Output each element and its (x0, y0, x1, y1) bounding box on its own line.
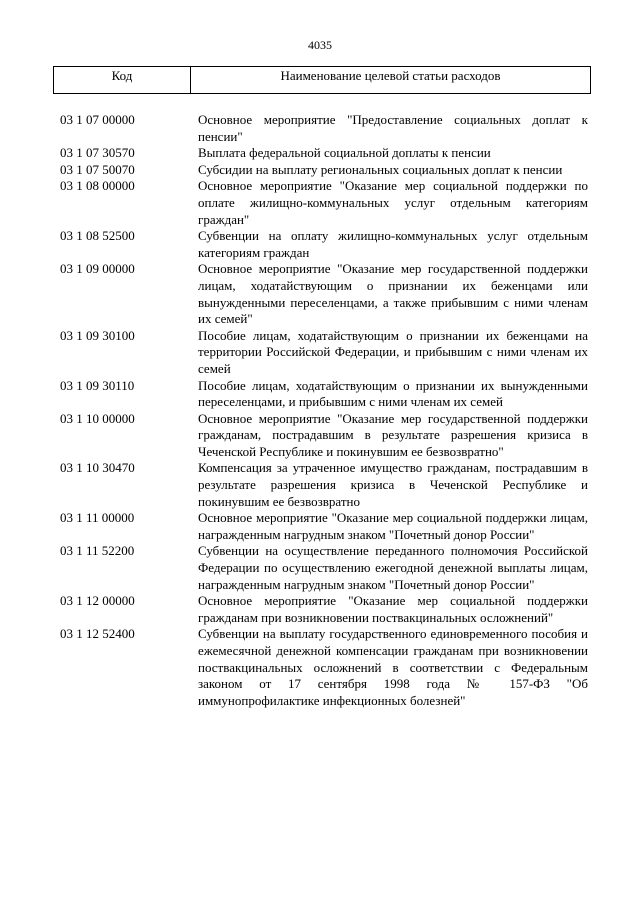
row-name: Компенсация за утраченное имущество гражданам, пострадавшим в результате разрешения кризиса в Чеченской Республике и покинувшим ее безвозвратно (198, 460, 588, 509)
table-row (60, 228, 588, 261)
page-number: 4035 (308, 38, 332, 52)
row-name: Выплата федеральной социальной доплаты к пенсии (198, 145, 491, 161)
row-name: Субсидии на выплату региональных социальных доплат к пенсии (198, 161, 563, 177)
table-row (60, 162, 588, 179)
row-name: Основное мероприятие "Оказание мер социальной поддержки лицам, награжденным нагрудным знаком "Почетный донор России" (198, 510, 588, 542)
row-code: 03 1 08 52500 (60, 228, 135, 244)
row-name: Основное мероприятие "Оказание мер социальной поддержки гражданам при возникновении поствакцинальных осложнений" (198, 593, 588, 625)
row-name: Основное мероприятие "Оказание мер государственной поддержки лицам, ходатайствующим о признании их беженцами или вынужденными переселенцами, а также прибывшим с ними членам их семей" (198, 261, 588, 327)
table-row (60, 543, 588, 593)
row-name: Основное мероприятие "Оказание мер социальной поддержки по оплате жилищно-коммунальных услуг отдельным категориям граждан" (198, 178, 588, 227)
row-code: 03 1 08 00000 (60, 178, 135, 194)
table-header (53, 66, 591, 94)
row-name: Основное мероприятие "Оказание мер государственной поддержки гражданам, пострадавшим в результате разрешения кризиса в Чеченской Республике и покинувшим ее безвозвратно" (198, 410, 588, 459)
row-name: Основное мероприятие "Предоставление социальных доплат к пенсии" (198, 112, 588, 144)
row-code: 03 1 07 30570 (60, 145, 135, 161)
row-name: Пособие лицам, ходатайствующим о признании их беженцами на территории Российской Федерации, и прибывшим с ними членам их семей (198, 327, 588, 376)
table-row (60, 593, 588, 626)
table-row (60, 145, 588, 162)
table-body (60, 112, 588, 709)
row-name: Субвенции на выплату государственного единовременного пособия и ежемесячной денежной компенсации гражданам при возникновении поствакцинальных осложнений в соответствии с Федеральным законом от 17 сентября 1998 года № 157-ФЗ "Об иммунопрофилактике инфекционных болезней" (198, 626, 588, 708)
row-code: 03 1 09 30110 (60, 377, 135, 393)
header-code: Код (54, 67, 191, 93)
row-code: 03 1 09 00000 (60, 261, 135, 277)
row-code: 03 1 10 30470 (60, 460, 135, 476)
row-code: 03 1 11 00000 (60, 510, 135, 526)
table-row (60, 328, 588, 378)
row-code: 03 1 11 52200 (60, 543, 135, 559)
row-name: Субвенции на оплату жилищно-коммунальных услуг отдельным категориям граждан (198, 228, 588, 260)
table-row (60, 112, 588, 145)
row-code: 03 1 07 00000 (60, 112, 135, 127)
header-name: Наименование целевой статьи расходов (280, 68, 501, 83)
row-code: 03 1 09 30100 (60, 327, 135, 343)
row-code: 03 1 12 52400 (60, 626, 135, 642)
row-name: Пособие лицам, ходатайствующим о признании их вынужденными переселенцами, и прибывшим с ними членам их семей (198, 377, 588, 410)
row-code: 03 1 10 00000 (60, 410, 135, 426)
row-code: 03 1 07 50070 (60, 161, 135, 177)
table-row (60, 411, 588, 461)
row-code: 03 1 12 00000 (60, 593, 135, 609)
table-row (60, 261, 588, 327)
table-row (60, 510, 588, 543)
table-row (60, 378, 588, 411)
row-name: Субвенции на осуществление переданного полномочия Российской Федерации по осуществлению ежегодной денежной выплаты лицам, награжденным нагрудным знаком "Почетный донор России" (198, 543, 588, 592)
table-row (60, 626, 588, 709)
table-row (60, 178, 588, 228)
table-row (60, 460, 588, 510)
